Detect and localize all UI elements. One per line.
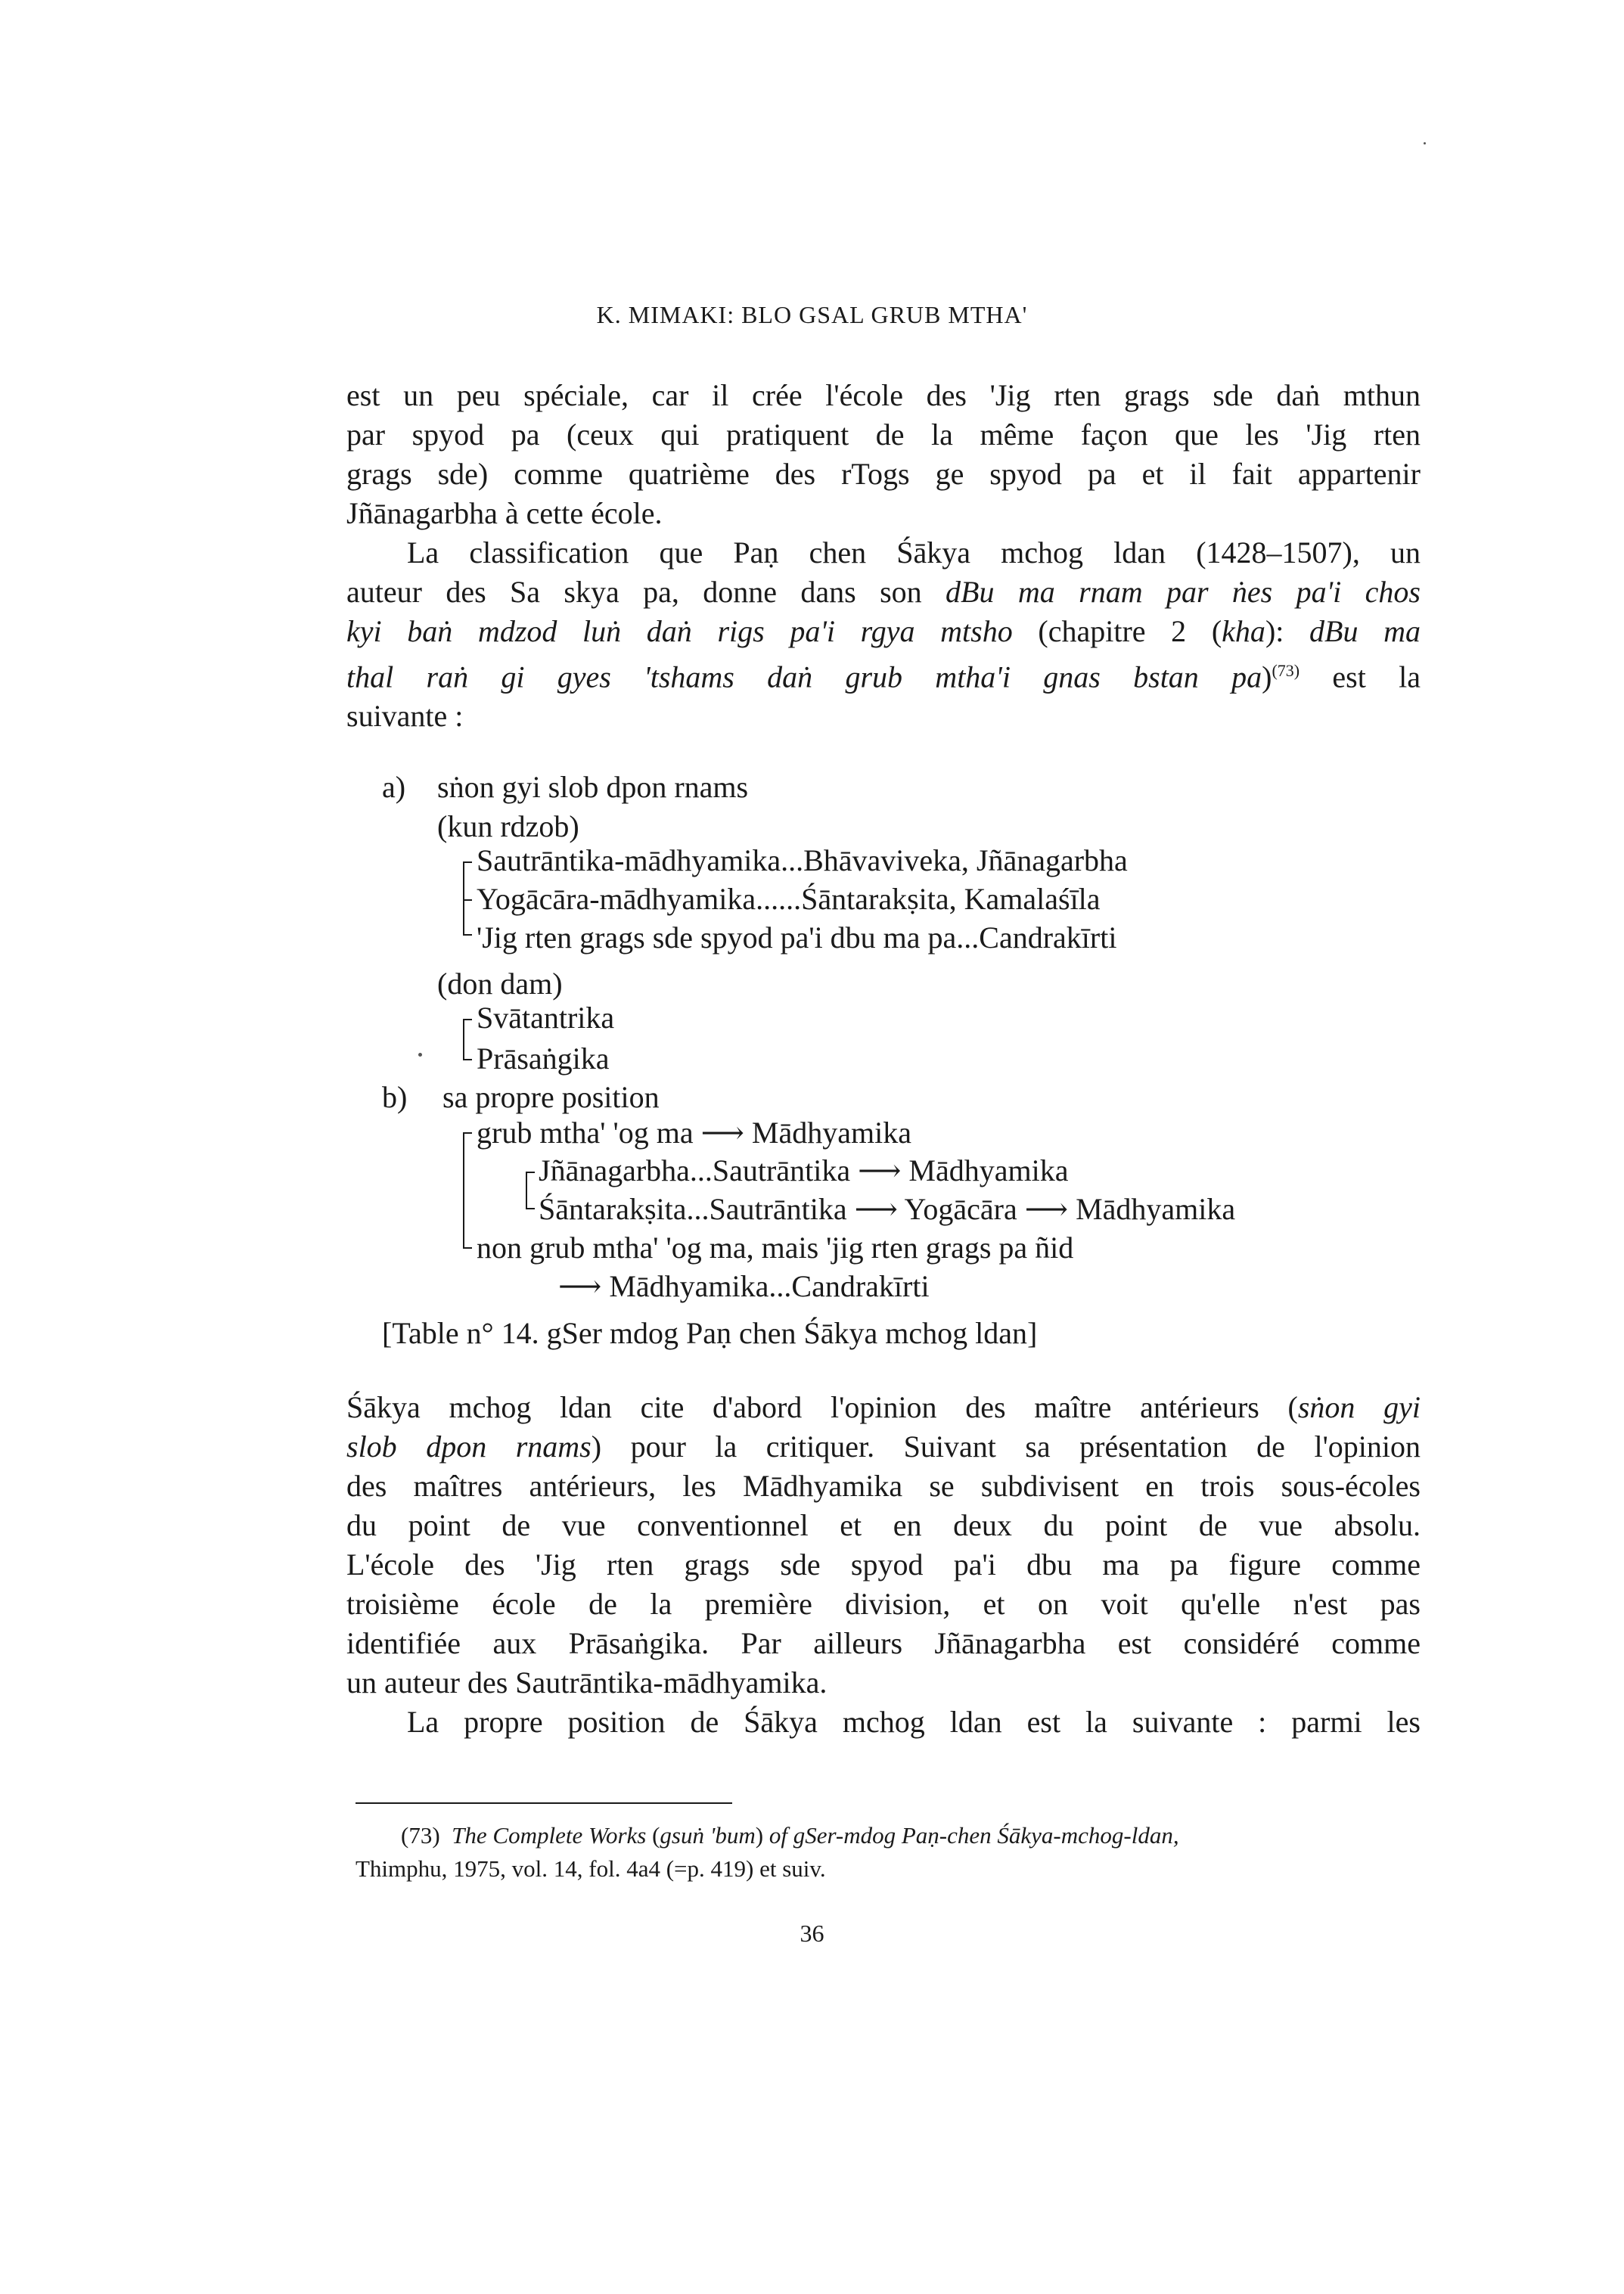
stray-mark: [1424, 142, 1426, 144]
footnote-line: [356, 1819, 1426, 1852]
text-run: auteur des Sa skya pa, donne dans son: [346, 575, 946, 609]
text-line: des maîtres antérieurs, les Mādhyamika se subdivisent en trois sous-écoles: [346, 1469, 1421, 1503]
b-line: ⟶ Mādhyamika...Candrakīrti: [558, 1269, 930, 1303]
item-label-a: a): [382, 770, 406, 804]
running-head: K. MIMAKI: BLO GSAL GRUB MTHA': [596, 301, 1028, 328]
text-line: identifiée aux Prāsaṅgika. Par ailleurs Jñānagarbha est considéré comme: [346, 1626, 1421, 1660]
text-line: un auteur des Sautrāntika-mādhyamika.: [346, 1665, 828, 1700]
text-line: par spyod pa (ceux qui pratiquent de la même façon que les 'Jig rten: [346, 418, 1421, 452]
footnote-ref: (73): [1272, 661, 1300, 680]
kun-rdzob-heading: (kun rdzob): [437, 809, 579, 843]
footnote-title: of gSer-mdog Paṇ-chen Śākya-mchog-ldan,: [769, 1822, 1179, 1849]
text-line: [346, 1427, 1421, 1467]
bracket: [463, 1019, 464, 1059]
text-italic: slob dpon rnams: [346, 1429, 592, 1464]
text-run: (chapitre 2 (: [1012, 614, 1222, 648]
footnote-title: The Complete Works: [452, 1822, 647, 1849]
bracket-tick: [526, 1172, 535, 1173]
text-line: La classification que Paṇ chen Śākya mchog ldan (1428–1507), un: [407, 535, 1421, 570]
b-sub-item: Jñānagarbha...Sautrāntika ⟶ Mādhyamika: [539, 1153, 1069, 1187]
text-italic: sṅon gyi: [1297, 1390, 1421, 1424]
text-run: (: [652, 1822, 660, 1849]
text-line: [346, 573, 1421, 612]
item-label-b: b): [382, 1080, 408, 1114]
don-item: Svātantrika: [477, 1001, 615, 1035]
text-run: est la: [1300, 660, 1421, 694]
bracket-tick: [463, 1132, 472, 1134]
text-run: Śākya mchog ldan cite d'abord l'opinion des maître antérieurs (: [346, 1390, 1298, 1424]
paragraph-4: [346, 1703, 1421, 1742]
bracket: [526, 1172, 527, 1208]
text-line: grags sde) comme quatrième des rTogs ge spyod pa et il fait appartenir: [346, 457, 1421, 491]
text-line: du point de vue conventionnel et en deux du point de vue absolu.: [346, 1508, 1421, 1542]
bracket-tick: [463, 1059, 472, 1060]
text-italic: gsuṅ 'bum: [660, 1822, 756, 1849]
paragraph-2: [346, 533, 1421, 736]
text-line: [346, 612, 1421, 651]
title-italic: thal raṅ gi gyes 'tshams daṅ grub mtha'i gnas bstan pa: [346, 660, 1262, 694]
kun-item: Sautrāntika-mādhyamika...Bhāvaviveka, Jñānagarbha: [477, 843, 1128, 877]
footnote-line: Thimphu, 1975, vol. 14, fol. 4a4 (=p. 419) et suiv.: [356, 1855, 826, 1882]
text-line: L'école des 'Jig rten grags sde spyod pa'i dbu ma pa figure comme: [346, 1547, 1421, 1582]
text-line: Jñānagarbha à cette école.: [346, 496, 663, 530]
text-line: troisième école de la première division, et on voit qu'elle n'est pas: [346, 1587, 1421, 1621]
title-italic: kyi baṅ mdzod luṅ daṅ rigs pa'i rgya mtsho: [346, 614, 1013, 648]
table-caption: [Table n° 14. gSer mdog Paṇ chen Śākya mchog ldan]: [382, 1316, 1038, 1350]
bracket-tick: [463, 934, 472, 936]
text-line: [346, 1388, 1421, 1427]
text-line: La propre position de Śākya mchog ldan est la suivante : parmi les: [407, 1705, 1421, 1739]
footnote-rule: [356, 1802, 732, 1804]
item-b-title: sa propre position: [442, 1080, 660, 1114]
text-line: [346, 651, 1421, 697]
bracket-tick: [463, 899, 472, 901]
bracket-tick: [526, 1208, 535, 1209]
paragraph-1: [346, 376, 1421, 533]
don-item: Prāsaṅgika: [477, 1041, 610, 1076]
b-line: non grub mtha' 'og ma, mais 'jig rten grags pa ñid: [477, 1231, 1074, 1265]
text-run: ) pour la critiquer. Suivant sa présentation de l'opinion: [591, 1429, 1421, 1464]
b-line: grub mtha' 'og ma ⟶ Mādhyamika: [477, 1116, 911, 1150]
text-run: ):: [1265, 614, 1310, 648]
text-line: est un peu spéciale, car il crée l'école des 'Jig rten grags sde daṅ mthun: [346, 378, 1421, 412]
bracket-tick: [463, 1247, 472, 1249]
b-sub-item: Śāntarakṣita...Sautrāntika ⟶ Yogācāra ⟶ Mādhyamika: [539, 1192, 1236, 1226]
bracket: [463, 861, 464, 934]
bracket-tick: [463, 1019, 472, 1020]
kun-item: 'Jig rten grags sde spyod pa'i dbu ma pa...Candrakīrti: [477, 920, 1117, 955]
text-run: ): [755, 1822, 769, 1849]
text-italic: kha: [1222, 614, 1265, 648]
bracket-tick: [463, 861, 472, 863]
text-run: ): [1262, 660, 1272, 694]
footnote-number: (73): [401, 1822, 440, 1849]
stray-mark: [418, 1053, 422, 1057]
paragraph-3: [346, 1388, 1421, 1703]
footnote: [356, 1819, 1426, 1886]
item-a-title: sṅon gyi slob dpon rnams: [437, 770, 749, 804]
title-italic: dBu ma rnam par ṅes pa'i chos: [946, 575, 1421, 609]
bracket: [463, 1132, 464, 1247]
page-number: 36: [800, 1920, 824, 1947]
kun-item: Yogācāra-mādhyamika......Śāntarakṣita, Kamalaśīla: [477, 882, 1101, 916]
text-line: suivante :: [346, 699, 464, 734]
title-italic: dBu ma: [1309, 614, 1421, 648]
don-dam-heading: (don dam): [437, 967, 563, 1001]
